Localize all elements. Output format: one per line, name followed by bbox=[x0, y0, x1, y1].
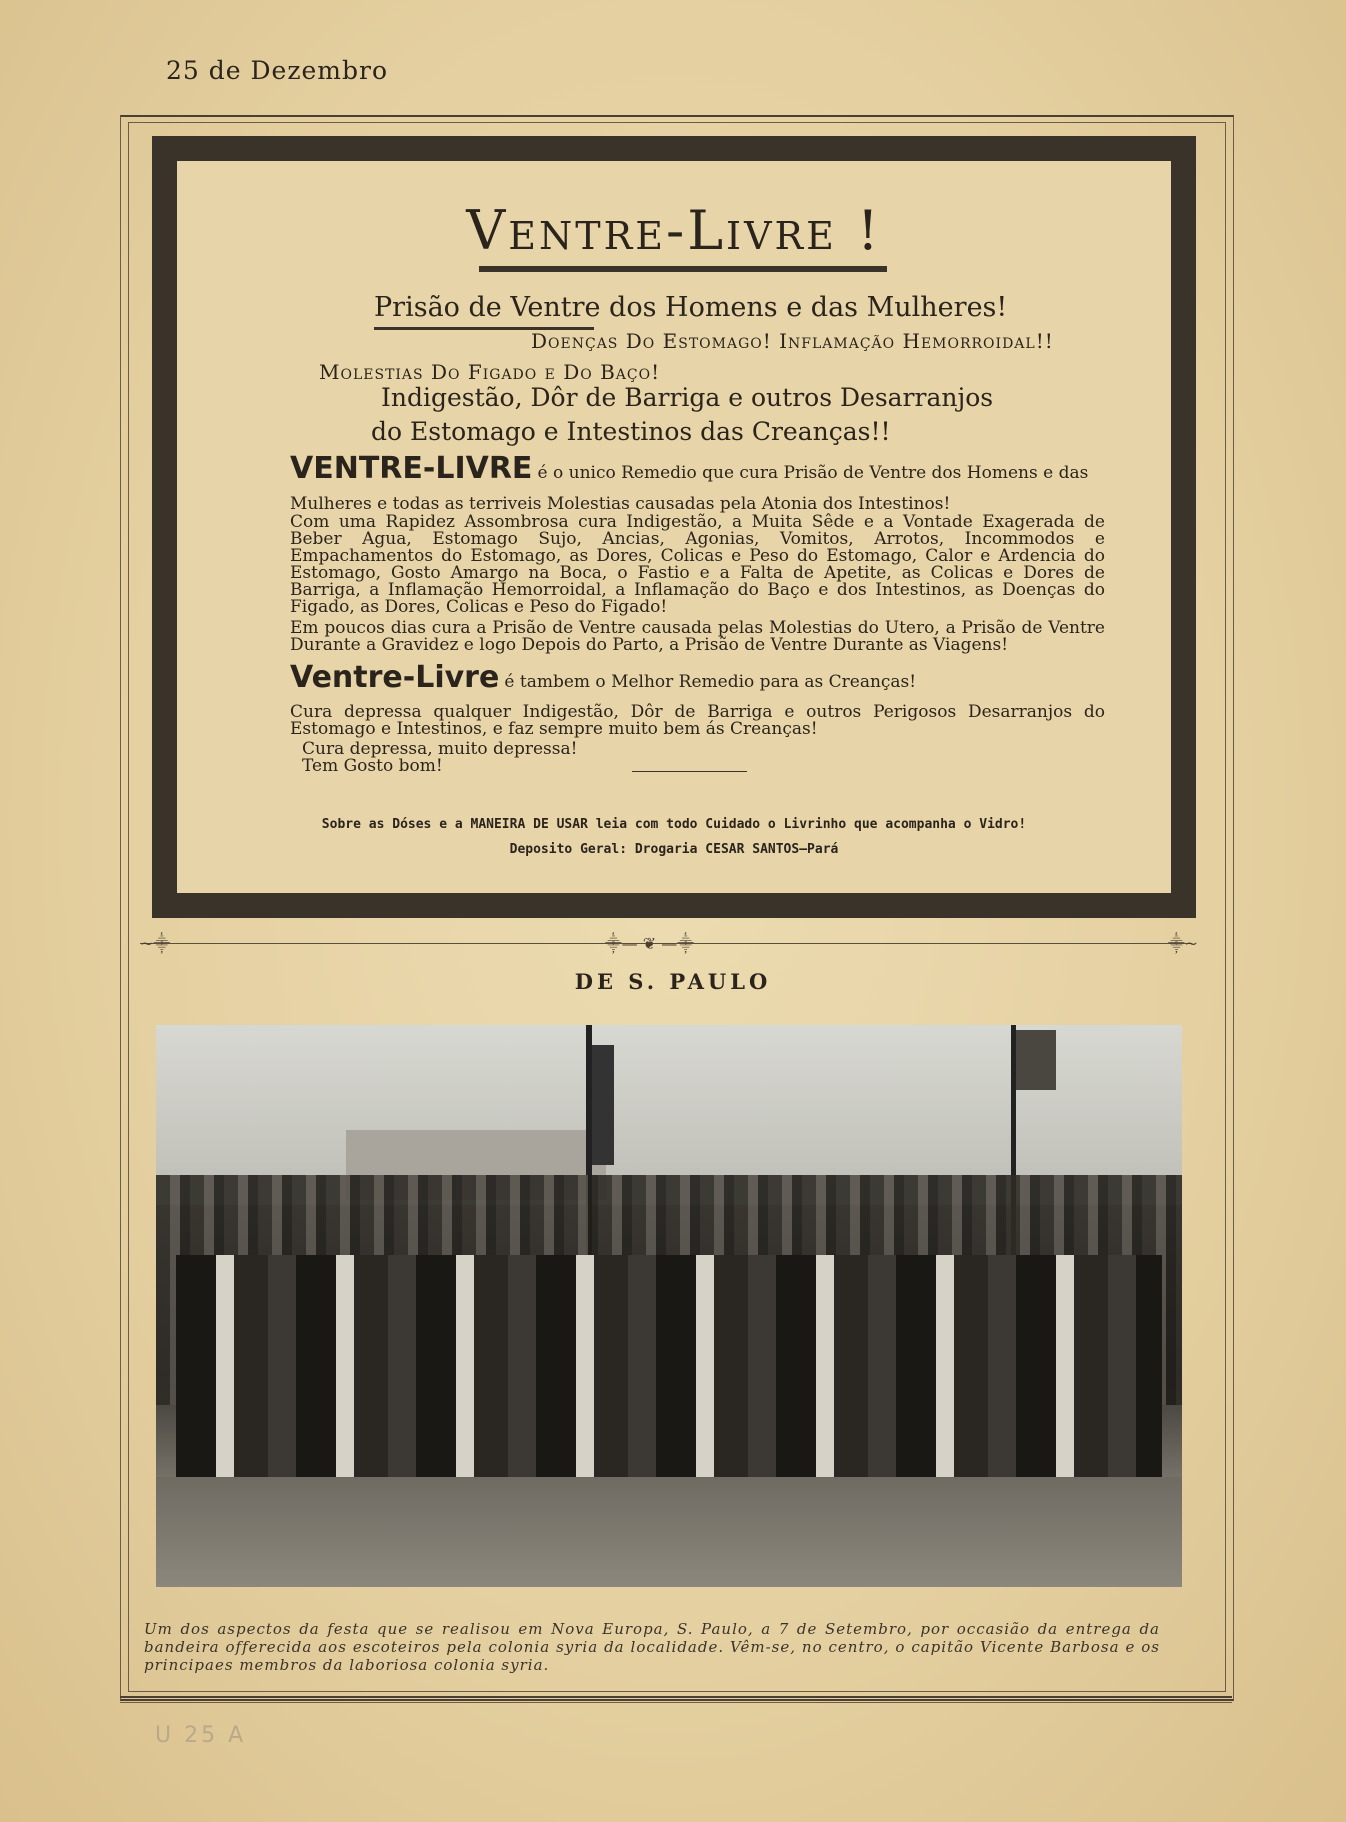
ad-para6: Cura depressa, muito depressa! bbox=[302, 739, 578, 759]
ad-para3: Em poucos dias cura a Prisão de Ventre causada pelas Molestias do Utero, a Prisão de Ventre Durante a Gravidez e logo Depois do Parto, a Prisão de Ventre Durante as Viagens! bbox=[290, 618, 1105, 655]
ad-para1 bbox=[290, 451, 1088, 486]
divider-ornament-right-icon: ⸎~ bbox=[1168, 934, 1199, 953]
bottom-rule-thin bbox=[120, 1702, 1232, 1703]
ad-para4 bbox=[290, 660, 916, 695]
ad-subline-indigestion: Indigestão, Dôr de Barriga e outros Desarranjos bbox=[381, 383, 994, 412]
ad-title-rule bbox=[479, 266, 887, 272]
photo-ground bbox=[156, 1477, 1182, 1587]
photo-caption: Um dos aspectos da festa que se realisou em Nova Europa, S. Paulo, a 7 de Setembro, por occasião da entrega da bandeira offerecida aos escoteiros pela colonia syria da localidade. Vêm-se, no centro, o capitão Vicente Barbosa e os principaes membros da laboriosa colonia syria. bbox=[144, 1620, 1160, 1674]
ad-depot-note: Deposito Geral: Drogaria CESAR SANTOS—Pará bbox=[509, 842, 839, 857]
flag-left bbox=[592, 1045, 614, 1165]
ad-subline-children: do Estomago e Intestinos das Creanças!! bbox=[371, 417, 891, 446]
ad-para2: Com uma Rapidez Assombrosa cura Indigestão, a Muita Sêde e a Vontade Exagerada de Beber Agua, Estomago Sujo, Ancias, Agonias, Vomitos, Arrotos, Incommodos e Empachamentos do Estomago, as Dores, Colicas e Peso do Estomago, Calor e Ardencia do Estomago, Gosto Amargo na Boca, o Fastio e a Falta de Apetite, as Colicas e Dores de Barriga, a Inflamação Hemorroidal, a Inflamação do Baço e dos Intestinos, as Doenças do Figado, as Dores, Colicas e Peso do Figado! bbox=[290, 512, 1105, 617]
advertisement-box bbox=[152, 136, 1196, 918]
ad-subline-stomach: Doenças Do Estomago! Inflamação Hemorroidal!! bbox=[531, 329, 1054, 353]
ad-headline: Prisão de Ventre dos Homens e das Mulheres! bbox=[374, 292, 1008, 323]
section-title: DE S. PAULO bbox=[574, 969, 772, 994]
ad-para5: Cura depressa qualquer Indigestão, Dôr de Barriga e outros Perigosos Desarranjos do Estomago e Intestinos, e faz sempre muito bem ás Creanças! bbox=[290, 702, 1105, 739]
ad-para1-text: é o unico Remedio que cura Prisão de Ventre dos Homens e das bbox=[537, 463, 1089, 483]
divider-ornament-center-icon: ⸎— ❦ —⸎ bbox=[605, 934, 694, 953]
advertisement-content bbox=[177, 161, 1171, 893]
group-photograph-icon bbox=[156, 1025, 1182, 1587]
divider-ornament-left-icon: ~⸎ bbox=[140, 934, 171, 953]
archive-mark: U 25 A bbox=[155, 1723, 247, 1748]
ad-closing-rule bbox=[632, 771, 747, 772]
brand-name-caps: VENTRE-LIVRE bbox=[290, 451, 533, 486]
ad-para7: Tem Gosto bom! bbox=[302, 756, 443, 776]
photo-front-row bbox=[176, 1255, 1162, 1505]
ad-title: Ventre-Livre ! bbox=[466, 199, 882, 262]
ad-usage-note: Sobre as Dóses e a MANEIRA DE USAR leia com todo Cuidado o Livrinho que acompanha o Vidro! bbox=[321, 817, 1027, 832]
bottom-rule bbox=[120, 1696, 1232, 1698]
ad-subline-liver: Molestias Do Figado e Do Baço! bbox=[319, 360, 661, 384]
page-date: 25 de Dezembro bbox=[166, 56, 389, 85]
brand-name-mixed: Ventre-Livre bbox=[290, 660, 500, 695]
flag-right bbox=[1016, 1030, 1056, 1090]
ad-para4-text: é tambem o Melhor Remedio para as Creanças! bbox=[504, 672, 917, 692]
ad-para1-continued: Mulheres e todas as terriveis Molestias causadas pela Atonia dos Intestinos! bbox=[290, 494, 951, 514]
